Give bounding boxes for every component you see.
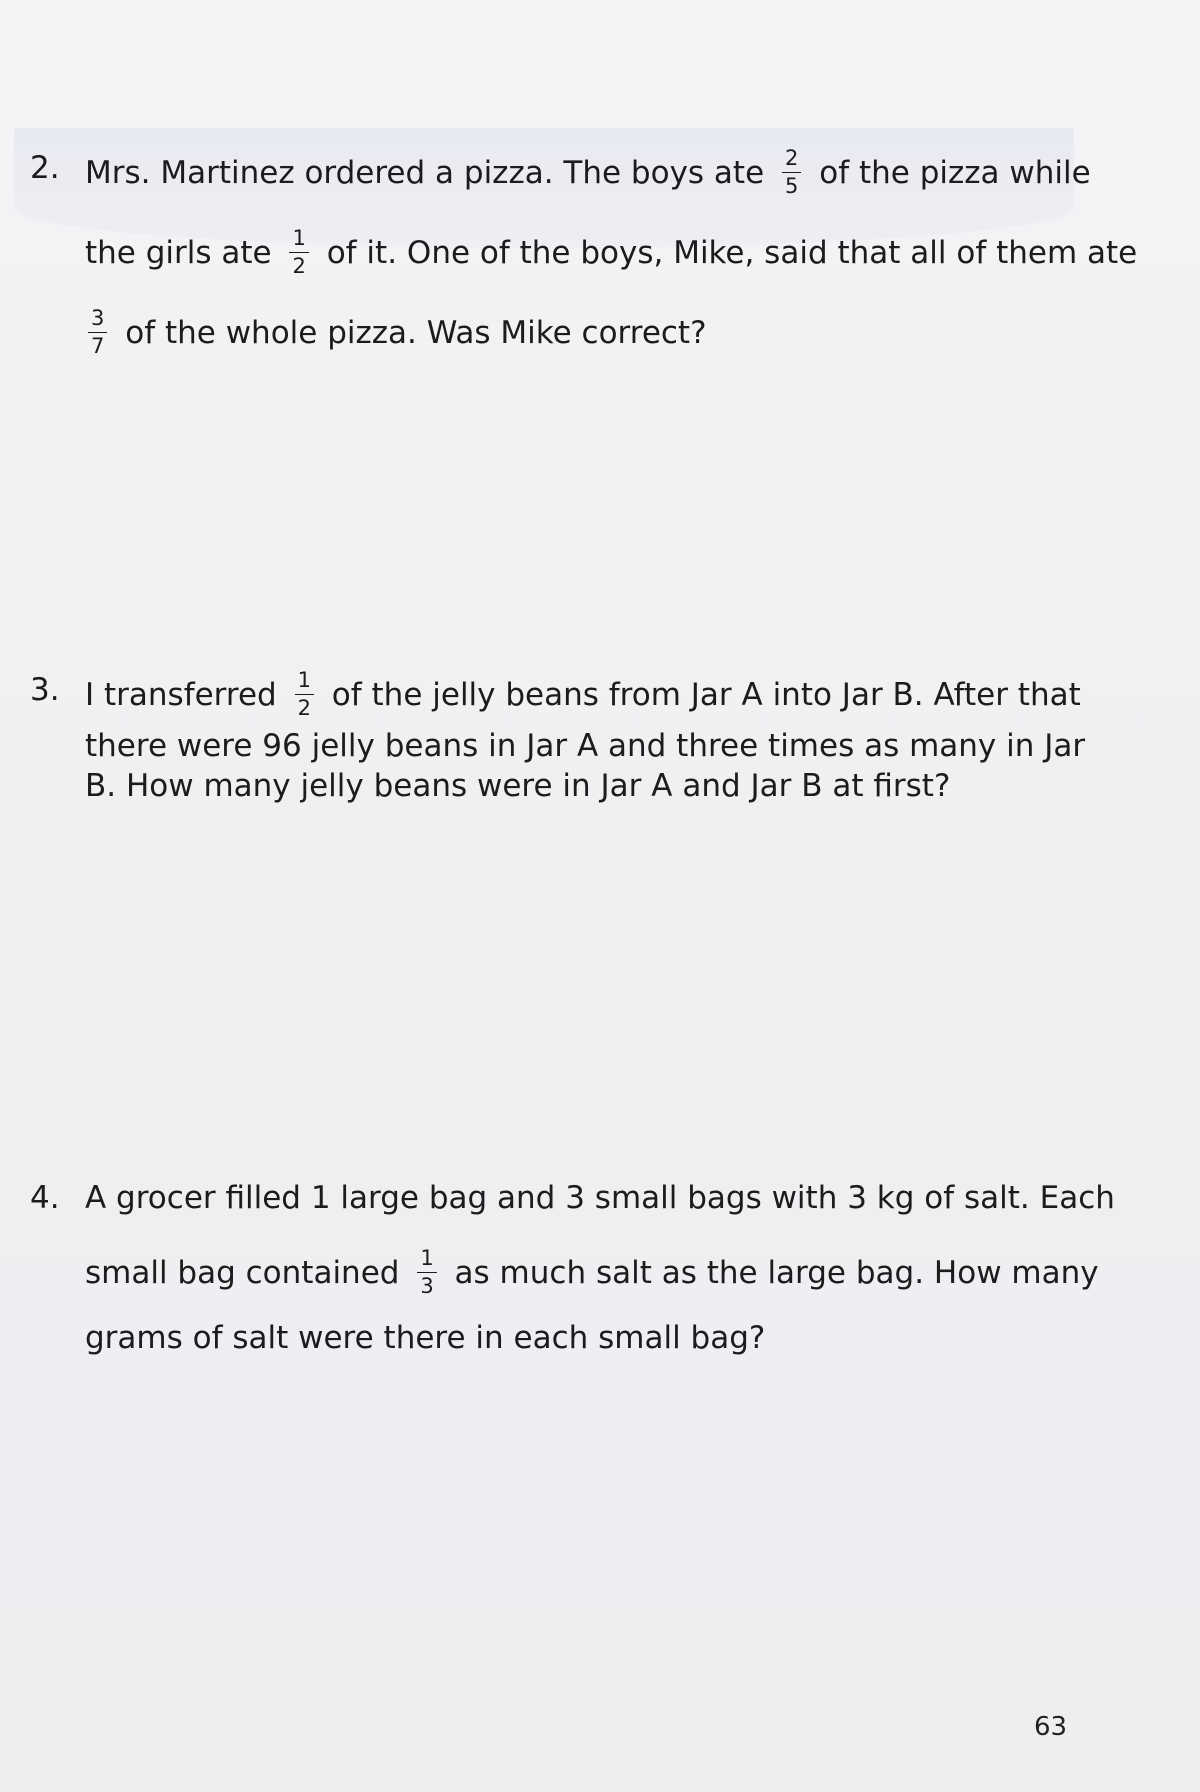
question-text: B. How many jelly beans were in Jar A and Jar B at first? — [85, 768, 951, 804]
question-line — [80, 306, 707, 359]
fraction — [295, 670, 314, 719]
fraction-numerator: 2 — [782, 148, 801, 173]
fraction-denominator: 2 — [292, 254, 306, 278]
fraction-denominator: 7 — [91, 334, 105, 358]
page-number: 63 — [1034, 1712, 1068, 1742]
question-text: I transferred — [85, 677, 277, 713]
fraction-numerator: 3 — [88, 308, 107, 333]
fraction-denominator: 5 — [785, 174, 799, 198]
question-number: 3. — [30, 672, 60, 708]
question-number: 4. — [30, 1180, 60, 1216]
fraction-denominator: 3 — [420, 1274, 434, 1298]
question-line — [85, 668, 1081, 721]
fraction-denominator: 2 — [297, 696, 311, 720]
question-text: Mrs. Martinez ordered a pizza. The boys ate — [85, 155, 765, 191]
question-text: of the jelly beans from Jar A into Jar B. After that — [331, 677, 1081, 713]
question-text: the girls ate — [85, 235, 272, 271]
question-line — [85, 1246, 1099, 1299]
question-text: grams of salt were there in each small bag? — [85, 1320, 766, 1356]
question-line — [85, 226, 1138, 279]
fraction-numerator: 1 — [295, 670, 314, 695]
question-text: of it. One of the boys, Mike, said that all of them ate — [326, 235, 1138, 271]
fraction — [782, 148, 801, 197]
question-number: 2. — [30, 150, 60, 186]
question-line — [85, 1180, 1115, 1217]
question-line — [85, 146, 1091, 199]
question-text: of the pizza while — [819, 155, 1091, 191]
question-text: there were 96 jelly beans in Jar A and three times as many in Jar — [85, 728, 1086, 764]
question-line — [85, 728, 1085, 765]
question-text: of the whole pizza. Was Mike correct? — [125, 315, 707, 351]
fraction — [289, 228, 308, 277]
question-text: small bag contained — [85, 1255, 400, 1291]
question-line — [85, 1320, 765, 1357]
fraction-numerator: 1 — [289, 228, 308, 253]
fraction — [88, 308, 107, 357]
question-text: A grocer filled 1 large bag and 3 small bags with 3 kg of salt. Each — [85, 1180, 1115, 1216]
question-text: as much salt as the large bag. How many — [454, 1255, 1099, 1291]
fraction — [417, 1248, 436, 1297]
fraction-numerator: 1 — [417, 1248, 436, 1273]
question-line — [85, 768, 950, 805]
